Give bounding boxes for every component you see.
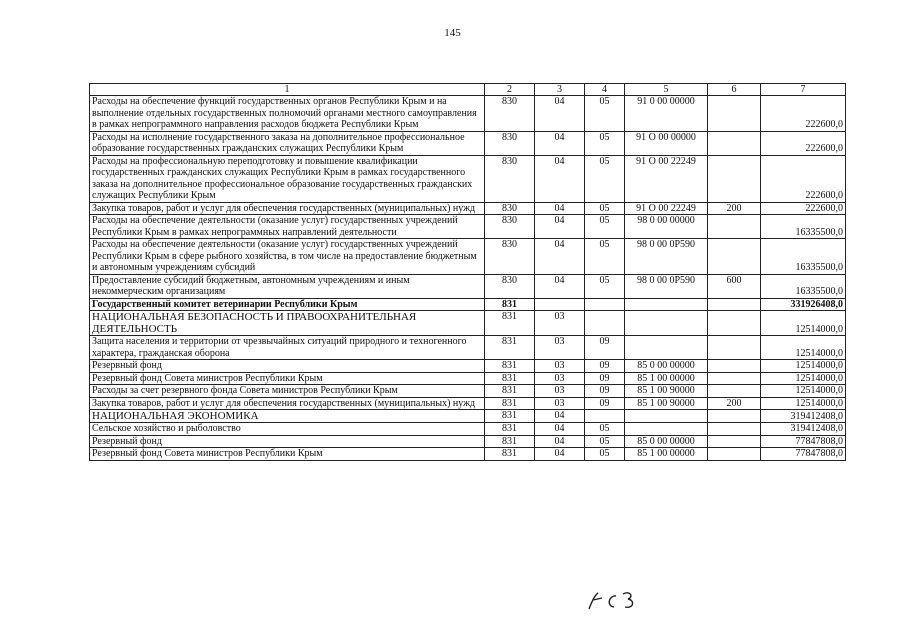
section-code-cell: 831 xyxy=(485,298,535,311)
expense-type-cell xyxy=(708,96,761,132)
row-name-cell: Резервный фонд xyxy=(90,435,485,448)
amount-cell: 319412408,0 xyxy=(761,410,846,423)
expense-type-cell xyxy=(708,155,761,202)
expense-type-cell xyxy=(708,336,761,360)
subchapter-code-cell: 09 xyxy=(585,385,625,398)
chapter-code-cell: 04 xyxy=(535,435,585,448)
expense-type-cell xyxy=(708,423,761,436)
table-row xyxy=(90,274,846,298)
section-code-cell: 830 xyxy=(485,239,535,275)
expense-type-cell xyxy=(708,298,761,311)
amount-cell: 319412408,0 xyxy=(761,423,846,436)
table-row xyxy=(90,202,846,215)
amount-cell: 12514000,0 xyxy=(761,397,846,410)
subchapter-code-cell: 09 xyxy=(585,372,625,385)
article-code-cell xyxy=(625,311,708,336)
subchapter-code-cell: 05 xyxy=(585,215,625,239)
chapter-code-cell: 04 xyxy=(535,239,585,275)
amount-cell: 16335500,0 xyxy=(761,215,846,239)
subchapter-code-cell: 05 xyxy=(585,96,625,132)
article-code-cell: 91 О 00 22249 xyxy=(625,155,708,202)
chapter-code-cell: 04 xyxy=(535,410,585,423)
header-cell: 7 xyxy=(761,84,846,96)
table-row xyxy=(90,423,846,436)
amount-cell: 222600,0 xyxy=(761,155,846,202)
section-code-cell: 830 xyxy=(485,131,535,155)
subchapter-code-cell: 05 xyxy=(585,239,625,275)
row-name-cell: Расходы на профессиональную переподготовку и повышение квалификации государственных гражданских служащих Республики Крым в рамках государственного заказа на дополнительное профессиональное образование государственных гражданских служащих Республики Крым xyxy=(90,155,485,202)
article-code-cell: 98 0 00 0Р590 xyxy=(625,274,708,298)
expense-type-cell xyxy=(708,360,761,373)
chapter-code-cell: 04 xyxy=(535,274,585,298)
chapter-code-cell: 04 xyxy=(535,448,585,461)
section-code-cell: 831 xyxy=(485,435,535,448)
subchapter-code-cell: 05 xyxy=(585,131,625,155)
section-code-cell: 830 xyxy=(485,274,535,298)
amount-cell: 331926408,0 xyxy=(761,298,846,311)
amount-cell: 16335500,0 xyxy=(761,274,846,298)
expense-type-cell: 600 xyxy=(708,274,761,298)
table-header-row xyxy=(90,84,846,96)
subchapter-code-cell: 05 xyxy=(585,435,625,448)
expense-type-cell: 200 xyxy=(708,397,761,410)
table-row xyxy=(90,397,846,410)
header-cell: 2 xyxy=(485,84,535,96)
row-name-cell: НАЦИОНАЛЬНАЯ БЕЗОПАСНОСТЬ И ПРАВООХРАНИТЕЛЬНАЯ ДЕЯТЕЛЬНОСТЬ xyxy=(90,311,485,336)
chapter-code-cell: 03 xyxy=(535,385,585,398)
subchapter-code-cell: 05 xyxy=(585,155,625,202)
subchapter-code-cell: 09 xyxy=(585,397,625,410)
row-name-cell: НАЦИОНАЛЬНАЯ ЭКОНОМИКА xyxy=(90,410,485,423)
row-name-cell: Расходы за счет резервного фонда Совета министров Республики Крым xyxy=(90,385,485,398)
chapter-code-cell: 03 xyxy=(535,311,585,336)
article-code-cell xyxy=(625,423,708,436)
article-code-cell: 85 1 00 00000 xyxy=(625,448,708,461)
table-row xyxy=(90,410,846,423)
table-row xyxy=(90,336,846,360)
table-row xyxy=(90,96,846,132)
row-name-cell: Расходы на обеспечение функций государственных органов Республики Крым и на выполнение отдельных государственных полномочий органами местного самоуправления в рамках непрограммного направления расходов бюджета Республики Крым xyxy=(90,96,485,132)
budget-table xyxy=(89,83,846,461)
row-name-cell: Расходы на обеспечение деятельности (оказание услуг) государственных учреждений Республики Крым в сфере рыбного хозяйства, в том числе на предоставление бюджетным и автономным учреждениям субсидий xyxy=(90,239,485,275)
amount-cell: 12514000,0 xyxy=(761,385,846,398)
expense-type-cell xyxy=(708,131,761,155)
header-cell: 6 xyxy=(708,84,761,96)
subchapter-code-cell xyxy=(585,410,625,423)
article-code-cell xyxy=(625,336,708,360)
row-name-cell: Предоставление субсидий бюджетным, автономным учреждениям и иным некоммерческим организациям xyxy=(90,274,485,298)
amount-cell: 12514000,0 xyxy=(761,336,846,360)
amount-cell: 12514000,0 xyxy=(761,372,846,385)
article-code-cell: 91 О 00 00000 xyxy=(625,131,708,155)
amount-cell: 12514000,0 xyxy=(761,360,846,373)
subchapter-code-cell: 05 xyxy=(585,448,625,461)
amount-cell: 222600,0 xyxy=(761,131,846,155)
table-row xyxy=(90,372,846,385)
chapter-code-cell: 04 xyxy=(535,131,585,155)
section-code-cell: 830 xyxy=(485,96,535,132)
subchapter-code-cell: 05 xyxy=(585,423,625,436)
expense-type-cell xyxy=(708,311,761,336)
amount-cell: 77847808,0 xyxy=(761,448,846,461)
table-body xyxy=(90,84,846,461)
expense-type-cell xyxy=(708,448,761,461)
table-row xyxy=(90,298,846,311)
expense-type-cell xyxy=(708,435,761,448)
amount-cell: 222600,0 xyxy=(761,96,846,132)
section-code-cell: 831 xyxy=(485,385,535,398)
table-row xyxy=(90,435,846,448)
article-code-cell: 85 1 00 90000 xyxy=(625,385,708,398)
row-name-cell: Расходы на обеспечение деятельности (оказание услуг) государственных учреждений Республики Крым в рамках непрограммных направлений деятельности xyxy=(90,215,485,239)
row-name-cell: Сельское хозяйство и рыболовство xyxy=(90,423,485,436)
table-row xyxy=(90,131,846,155)
chapter-code-cell: 04 xyxy=(535,155,585,202)
expense-type-cell xyxy=(708,215,761,239)
subchapter-code-cell: 09 xyxy=(585,360,625,373)
section-code-cell: 831 xyxy=(485,423,535,436)
amount-cell: 77847808,0 xyxy=(761,435,846,448)
table-row xyxy=(90,155,846,202)
amount-cell: 12514000,0 xyxy=(761,311,846,336)
chapter-code-cell: 03 xyxy=(535,397,585,410)
expense-type-cell xyxy=(708,410,761,423)
header-cell: 4 xyxy=(585,84,625,96)
subchapter-code-cell: 09 xyxy=(585,336,625,360)
row-name-cell: Государственный комитет ветеринарии Республики Крым xyxy=(90,298,485,311)
header-cell: 3 xyxy=(535,84,585,96)
chapter-code-cell: 04 xyxy=(535,96,585,132)
section-code-cell: 831 xyxy=(485,360,535,373)
subchapter-code-cell: 05 xyxy=(585,202,625,215)
article-code-cell xyxy=(625,298,708,311)
header-cell: 1 xyxy=(90,84,485,96)
section-code-cell: 831 xyxy=(485,410,535,423)
article-code-cell: 98 0 00 00000 xyxy=(625,215,708,239)
table-row xyxy=(90,311,846,336)
chapter-code-cell: 03 xyxy=(535,360,585,373)
article-code-cell: 85 1 00 00000 xyxy=(625,372,708,385)
expense-type-cell xyxy=(708,239,761,275)
subchapter-code-cell xyxy=(585,311,625,336)
section-code-cell: 830 xyxy=(485,215,535,239)
article-code-cell: 91 О 00 22249 xyxy=(625,202,708,215)
expense-type-cell xyxy=(708,372,761,385)
row-name-cell: Защита населения и территории от чрезвычайных ситуаций природного и техногенного характера, гражданская оборона xyxy=(90,336,485,360)
amount-cell: 222600,0 xyxy=(761,202,846,215)
row-name-cell: Закупка товаров, работ и услуг для обеспечения государственных (муниципальных) нужд xyxy=(90,202,485,215)
chapter-code-cell: 03 xyxy=(535,372,585,385)
page-number: 145 xyxy=(444,27,461,39)
row-name-cell: Расходы на исполнение государственного заказа на дополнительное профессиональное образование государственных гражданских служащих Республики Крым xyxy=(90,131,485,155)
row-name-cell: Резервный фонд Совета министров Республики Крым xyxy=(90,372,485,385)
subchapter-code-cell: 05 xyxy=(585,274,625,298)
article-code-cell xyxy=(625,410,708,423)
table-row xyxy=(90,360,846,373)
row-name-cell: Резервный фонд Совета министров Республики Крым xyxy=(90,448,485,461)
chapter-code-cell xyxy=(535,298,585,311)
section-code-cell: 831 xyxy=(485,372,535,385)
section-code-cell: 831 xyxy=(485,397,535,410)
header-cell: 5 xyxy=(625,84,708,96)
article-code-cell: 85 0 00 00000 xyxy=(625,435,708,448)
section-code-cell: 830 xyxy=(485,202,535,215)
expense-type-cell xyxy=(708,385,761,398)
section-code-cell: 831 xyxy=(485,311,535,336)
article-code-cell: 91 0 00 00000 xyxy=(625,96,708,132)
subchapter-code-cell xyxy=(585,298,625,311)
section-code-cell: 831 xyxy=(485,336,535,360)
table-row xyxy=(90,448,846,461)
section-code-cell: 830 xyxy=(485,155,535,202)
article-code-cell: 98 0 00 0Р590 xyxy=(625,239,708,275)
row-name-cell: Резервный фонд xyxy=(90,360,485,373)
chapter-code-cell: 04 xyxy=(535,423,585,436)
chapter-code-cell: 03 xyxy=(535,336,585,360)
table-row xyxy=(90,215,846,239)
table-row xyxy=(90,239,846,275)
chapter-code-cell: 04 xyxy=(535,202,585,215)
article-code-cell: 85 0 00 00000 xyxy=(625,360,708,373)
article-code-cell: 85 1 00 90000 xyxy=(625,397,708,410)
expense-type-cell: 200 xyxy=(708,202,761,215)
row-name-cell: Закупка товаров, работ и услуг для обеспечения государственных (муниципальных) нужд xyxy=(90,397,485,410)
amount-cell: 16335500,0 xyxy=(761,239,846,275)
handwritten-signature xyxy=(583,587,643,613)
table-row xyxy=(90,385,846,398)
section-code-cell: 831 xyxy=(485,448,535,461)
chapter-code-cell: 04 xyxy=(535,215,585,239)
